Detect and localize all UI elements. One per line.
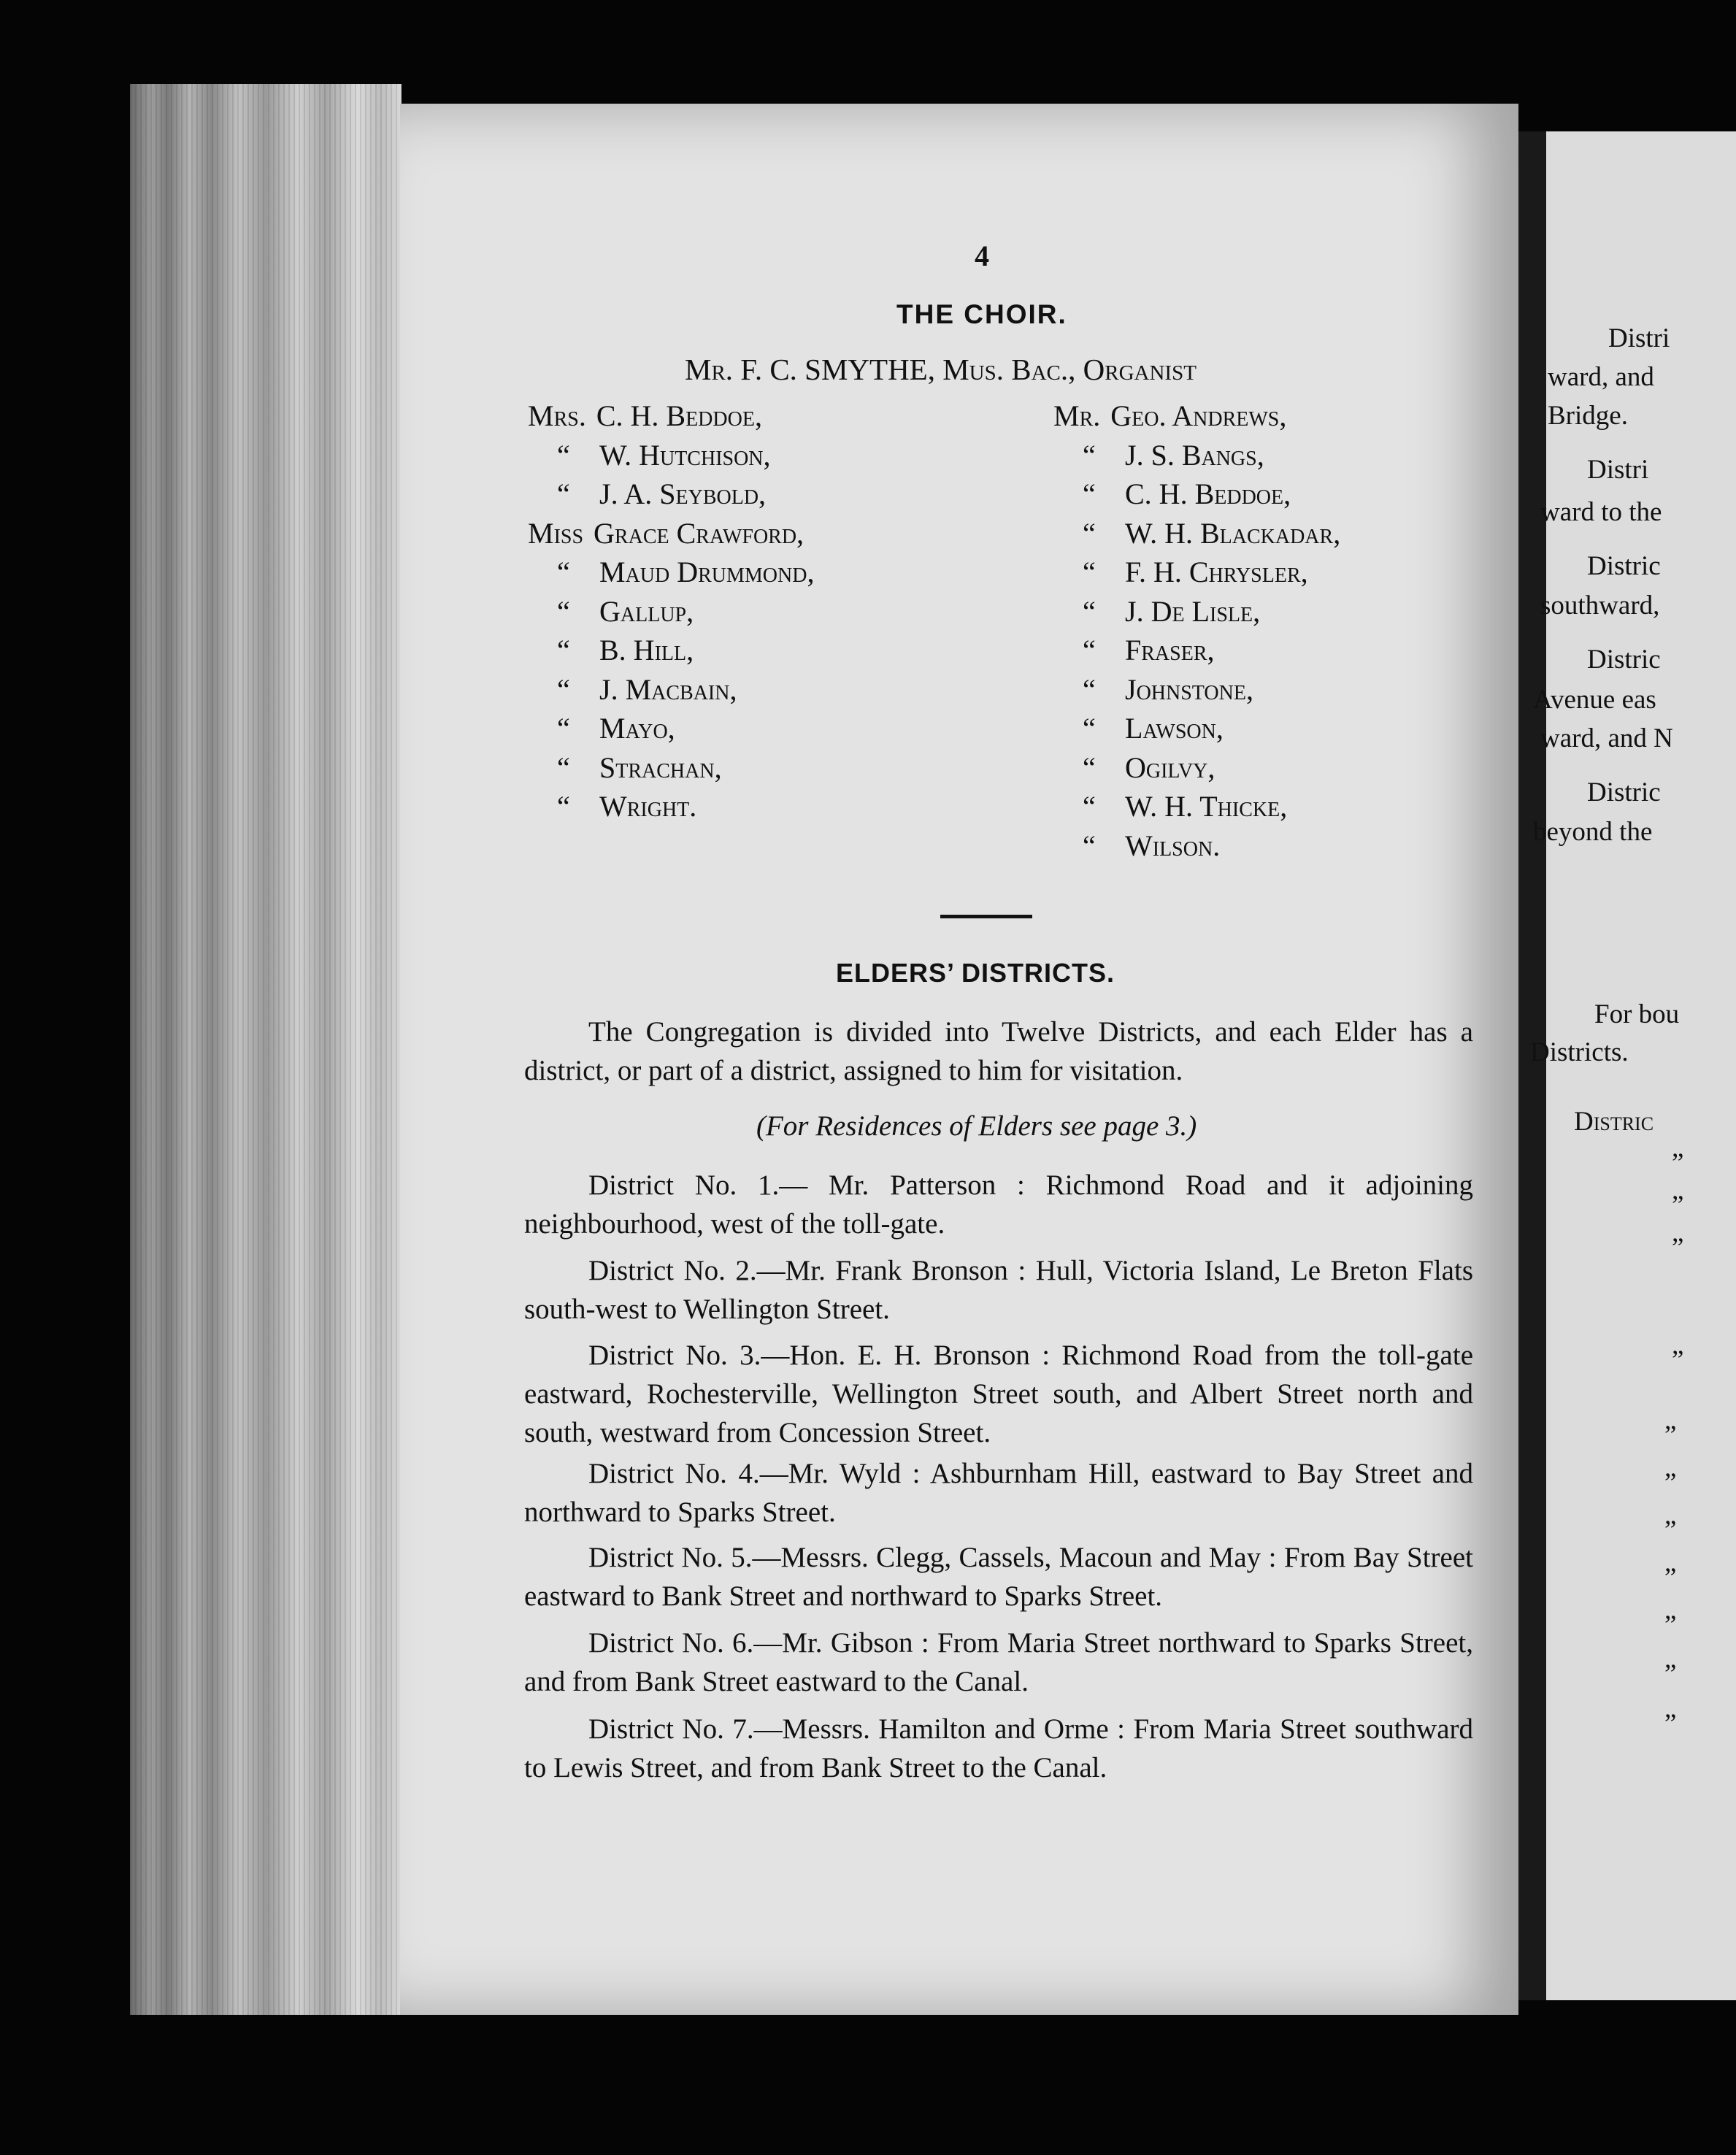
facing-page-ditto: ” bbox=[1664, 1709, 1677, 1739]
choir-member-left-entry bbox=[528, 438, 771, 472]
choir-member-left-entry bbox=[528, 516, 804, 550]
choir-member-right-prefix: “ bbox=[1083, 750, 1096, 784]
choir-member-right-name: Geo. Andrews, bbox=[1110, 399, 1287, 432]
choir-member-right-prefix: “ bbox=[1083, 790, 1096, 823]
book-page bbox=[400, 104, 1518, 2015]
choir-member-left-entry bbox=[528, 633, 694, 667]
facing-page-fragment: Distri bbox=[1608, 323, 1670, 353]
choir-member-right-prefix: “ bbox=[1083, 634, 1096, 667]
facing-page-ditto: ” bbox=[1672, 1233, 1684, 1263]
choir-member-left-entry bbox=[528, 789, 696, 823]
choir-member-left-name: J. A. Seybold, bbox=[599, 477, 767, 510]
facing-page-fragment: Distric bbox=[1587, 551, 1661, 581]
choir-member-right-entry bbox=[1053, 829, 1220, 863]
organist-line: Mr. F. C. SMYTHE, Mus. Bac., Organist bbox=[685, 353, 1197, 386]
choir-member-left-entry bbox=[528, 672, 737, 707]
facing-page-fragment: Distric bbox=[1574, 1107, 1654, 1137]
choir-member-left-entry bbox=[528, 555, 814, 589]
choir-member-left-prefix: “ bbox=[557, 556, 570, 588]
choir-member-left-prefix: “ bbox=[557, 594, 570, 628]
choir-member-left-prefix: “ bbox=[557, 712, 570, 745]
choir-member-right-name: Ogilvy, bbox=[1125, 750, 1215, 784]
residences-note: (For Residences of Elders see page 3.) bbox=[756, 1110, 1197, 1142]
choir-member-left-entry bbox=[528, 477, 766, 511]
facing-page-fragment: ward, and bbox=[1548, 362, 1654, 392]
district-paragraph bbox=[524, 1710, 1473, 1787]
choir-member-left-name: Strachan, bbox=[599, 750, 722, 784]
choir-member-right-name: C. H. Beddoe, bbox=[1125, 477, 1291, 510]
district-text: District No. 6.—Mr. Gibson : From Maria Street northward to Sparks Street, and from Bank Street eastward to the Canal. bbox=[524, 1627, 1473, 1697]
choir-member-left-prefix: “ bbox=[557, 790, 570, 823]
choir-member-left-name: Gallup, bbox=[599, 594, 694, 628]
choir-member-right-prefix: “ bbox=[1083, 556, 1096, 588]
choir-member-right-prefix: “ bbox=[1083, 594, 1096, 628]
choir-member-right-prefix: Mr. bbox=[1053, 399, 1101, 432]
section-divider bbox=[940, 915, 1032, 918]
book-page-edges bbox=[130, 84, 402, 2015]
facing-page-fragment: Distric bbox=[1587, 645, 1661, 675]
elders-intro-paragraph bbox=[524, 1013, 1473, 1090]
choir-member-right-name: F. H. Chrysler, bbox=[1125, 556, 1308, 588]
choir-title: THE CHOIR. bbox=[896, 299, 1067, 329]
district-paragraph bbox=[524, 1336, 1473, 1452]
choir-member-right-name: W. H. Thicke, bbox=[1125, 790, 1288, 823]
district-paragraph bbox=[524, 1166, 1473, 1243]
choir-member-right-name: Fraser, bbox=[1125, 634, 1215, 667]
choir-member-right-entry bbox=[1053, 633, 1215, 667]
choir-member-left-prefix: “ bbox=[557, 438, 570, 472]
facing-page-ditto: ” bbox=[1664, 1563, 1677, 1593]
choir-member-left-prefix: Mrs. bbox=[528, 399, 586, 432]
choir-member-left-name: B. Hill, bbox=[599, 634, 694, 667]
facing-page-ditto: ” bbox=[1664, 1421, 1677, 1451]
choir-member-left-prefix: “ bbox=[557, 634, 570, 667]
facing-page-fragment: ward to the bbox=[1540, 497, 1662, 527]
choir-member-right-name: W. H. Blackadar, bbox=[1125, 516, 1341, 550]
choir-member-left-entry bbox=[528, 750, 722, 785]
choir-member-right-name: Wilson. bbox=[1125, 829, 1221, 862]
choir-member-right-entry bbox=[1053, 438, 1264, 472]
facing-page-fragment: Bridge. bbox=[1548, 401, 1628, 431]
facing-page-fragment: beyond the bbox=[1533, 817, 1653, 847]
facing-page-ditto: ” bbox=[1672, 1191, 1684, 1221]
choir-member-right-name: Johnstone, bbox=[1125, 672, 1253, 706]
choir-member-left-name: W. Hutchison, bbox=[599, 438, 771, 472]
choir-member-left-entry bbox=[528, 594, 694, 629]
elders-title: ELDERS’ DISTRICTS. bbox=[836, 958, 1115, 988]
district-paragraph bbox=[524, 1624, 1473, 1701]
district-text: District No. 2.—Mr. Frank Bronson : Hull, Victoria Island, Le Breton Flats south-west to Wellington Street. bbox=[524, 1255, 1473, 1325]
facing-page-ditto: ” bbox=[1672, 1148, 1684, 1178]
choir-member-right-entry bbox=[1053, 399, 1286, 433]
choir-member-right-prefix: “ bbox=[1083, 438, 1096, 472]
choir-member-left-prefix: Miss bbox=[528, 516, 584, 550]
choir-member-right-prefix: “ bbox=[1083, 477, 1096, 510]
district-paragraph bbox=[524, 1538, 1473, 1616]
facing-page-ditto: ” bbox=[1664, 1659, 1677, 1689]
choir-member-right-entry bbox=[1053, 555, 1308, 589]
choir-member-right-name: Lawson, bbox=[1125, 712, 1224, 745]
facing-page-fragment: Distri bbox=[1587, 455, 1649, 485]
facing-page-fragment: For bou bbox=[1594, 999, 1680, 1029]
choir-member-left-prefix: “ bbox=[557, 672, 570, 706]
facing-page-ditto: ” bbox=[1664, 1516, 1677, 1545]
district-paragraph bbox=[524, 1454, 1473, 1532]
choir-member-right-entry bbox=[1053, 672, 1253, 707]
choir-member-right-name: J. S. Bangs, bbox=[1125, 438, 1264, 472]
choir-member-left-entry bbox=[528, 711, 675, 745]
choir-member-right-prefix: “ bbox=[1083, 516, 1096, 550]
facing-page-ditto: ” bbox=[1672, 1345, 1684, 1375]
elders-intro-text: The Congregation is divided into Twelve Districts, and each Elder has a district, or part of a district, assigned to him for visitation. bbox=[524, 1016, 1473, 1086]
district-text: District No. 1.— Mr. Patterson : Richmond Road and it adjoining neighbourhood, west of the toll-gate. bbox=[524, 1169, 1473, 1240]
facing-page bbox=[1530, 131, 1736, 2000]
facing-page-fragment: southward, bbox=[1540, 591, 1660, 621]
choir-member-right-prefix: “ bbox=[1083, 829, 1096, 862]
choir-member-left-name: Grace Crawford, bbox=[594, 516, 804, 550]
choir-member-left-entry bbox=[528, 399, 762, 433]
choir-member-right-entry bbox=[1053, 516, 1340, 550]
facing-page-ditto: ” bbox=[1664, 1610, 1677, 1640]
page-number: 4 bbox=[975, 239, 989, 272]
choir-member-right-name: J. De Lisle, bbox=[1125, 594, 1261, 628]
choir-member-left-name: C. H. Beddoe, bbox=[596, 399, 762, 432]
choir-member-right-prefix: “ bbox=[1083, 672, 1096, 706]
district-text: District No. 5.—Messrs. Clegg, Cassels, Macoun and May : From Bay Street eastward to Bank Street and northward to Sparks Street. bbox=[524, 1542, 1473, 1612]
choir-member-right-entry bbox=[1053, 711, 1224, 745]
facing-page-fragment: ward, and N bbox=[1540, 723, 1673, 753]
choir-member-left-prefix: “ bbox=[557, 477, 570, 510]
choir-member-left-name: Wright. bbox=[599, 790, 697, 823]
choir-member-left-prefix: “ bbox=[557, 750, 570, 784]
facing-page-ditto: ” bbox=[1664, 1468, 1677, 1498]
district-paragraph bbox=[524, 1251, 1473, 1329]
choir-member-right-entry bbox=[1053, 750, 1215, 785]
district-text: District No. 3.—Hon. E. H. Bronson : Richmond Road from the toll-gate eastward, Rochesterville, Wellington Street south, and Albert Street north and south, westward from Concession Street. bbox=[524, 1340, 1473, 1448]
district-text: District No. 4.—Mr. Wyld : Ashburnham Hill, eastward to Bay Street and northward to Sparks Street. bbox=[524, 1458, 1473, 1528]
choir-member-right-entry bbox=[1053, 594, 1260, 629]
choir-member-left-name: J. Macbain, bbox=[599, 672, 737, 706]
choir-member-left-name: Mayo, bbox=[599, 712, 675, 745]
facing-page-fragment: Distric bbox=[1587, 777, 1661, 807]
facing-page-fragment: Districts. bbox=[1530, 1037, 1629, 1067]
facing-page-fragment: Avenue eas bbox=[1533, 685, 1656, 715]
district-text: District No. 7.—Messrs. Hamilton and Orme : From Maria Street southward to Lewis Street, and from Bank Street to the Canal. bbox=[524, 1713, 1473, 1783]
choir-member-right-entry bbox=[1053, 789, 1287, 823]
choir-member-right-entry bbox=[1053, 477, 1291, 511]
choir-member-left-name: Maud Drummond, bbox=[599, 556, 815, 588]
choir-member-right-prefix: “ bbox=[1083, 712, 1096, 745]
